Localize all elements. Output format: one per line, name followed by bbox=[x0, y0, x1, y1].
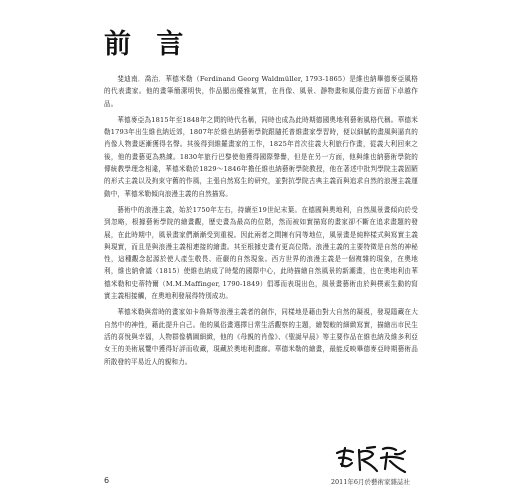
paragraph: 華德米勒與當時的畫家如卡魯斯等浪漫主義者的創作，同樣地是藉由對大自然的凝視，發現隱藏在大自然中的神性，藉此提升自己。他的風俗畫選擇日常生活觀察的主題，繪製較的細緻寫實，描繪出市民生活的喜悅與幸福，人物群像構圖細緻，他的《母親的肖像》、《聖誕早晨》等主要作品在維也納及維多利亞女王的美術展覽中獲得好評而收藏，現藏於奧地利畫廊。華德米勒的繪畫，最能反映畢德麥亞時期藝術品所散發的平易近人的親和力。 bbox=[104, 308, 418, 366]
body-text bbox=[104, 73, 418, 372]
handwritten-signature bbox=[333, 444, 409, 478]
paragraph: 華德麥亞為1815年至1848年之間的時代名稱，同時也成為此時期德國奧地利藝術風格代稱。華德米勒1793年出生維也納近郊，1807年於維也納藝術學院跟隨托普維畫家學習時，便以細膩的畫風與逼真的肖像人物畫逐漸獲得名聲。其後得到維羅畫家的工作，1825年首次往義大利旅行作畫，從義大利回來之後，他的畫藝更為熟練。1830年旅行巴黎使他獲得國際聲譽，但是在另一方面，他與維也納藝術學院的傳統教學理念相違，華德米勒於1829～1846年擔任維也納藝術學院教授，他在著述中批判學院主義固陋的形式主義以及拘束守舊的作風，主張自然寫生的研究，並對抗學院古典主義而與追求自然的浪漫主義運動中，華德米勒傾向浪漫主義的自然描寫。 bbox=[104, 115, 418, 198]
page-title: 前 言 bbox=[104, 29, 192, 60]
paragraph: 斐迪南．喬治．華德米勒（Ferdinand Georg Waldmüller, 1793-1865）是維也納畢德麥亞風格的代表畫家。他的畫筆簡潔明快，作品顯出優雅氣質，在肖像、風景、靜物畫和風俗畫方面留下卓越作品。 bbox=[104, 75, 418, 108]
paragraph: 藝術中的浪漫主義，始於1750年左右，持續至19世紀末葉。在德國與奧地利，自然風景畫傾向於受到忽略，根據藝術學院的繪畫觀，歷史畫為最高的位階，然而被如實描寫的畫家卻不斷在追求畫題的發展，在此時期中，風景畫家們漸漸受到重視。因此兩者之間擁有同等地位，風景畫是純粹樣式與寫實主義與現實，而且是與浪漫主義相連接的繪畫。其至根據史畫有更高位階。浪漫主義的主要特徵是自然的神秘性，這種觀念起源於使人產生敬畏、莊嚴的自然現象。西方世界的浪漫主義是一個複雜的現象，在奧地利，維也納會議（1815）使維也納成了時髦的國際中心，此時描繪自然風景的新潮畫，也在奧地利由華德米勒和史蒂特爾（M.M.Maffinger, 1790-1849）倡導而表現出色，風景畫藝術由於與樸素生動的寫實主義相接觸，在奧地利發展得特別成功。 bbox=[104, 205, 418, 301]
date-note: 2011年6月於藝術家雜誌社 bbox=[330, 478, 410, 486]
page-number: 6 bbox=[104, 476, 110, 485]
